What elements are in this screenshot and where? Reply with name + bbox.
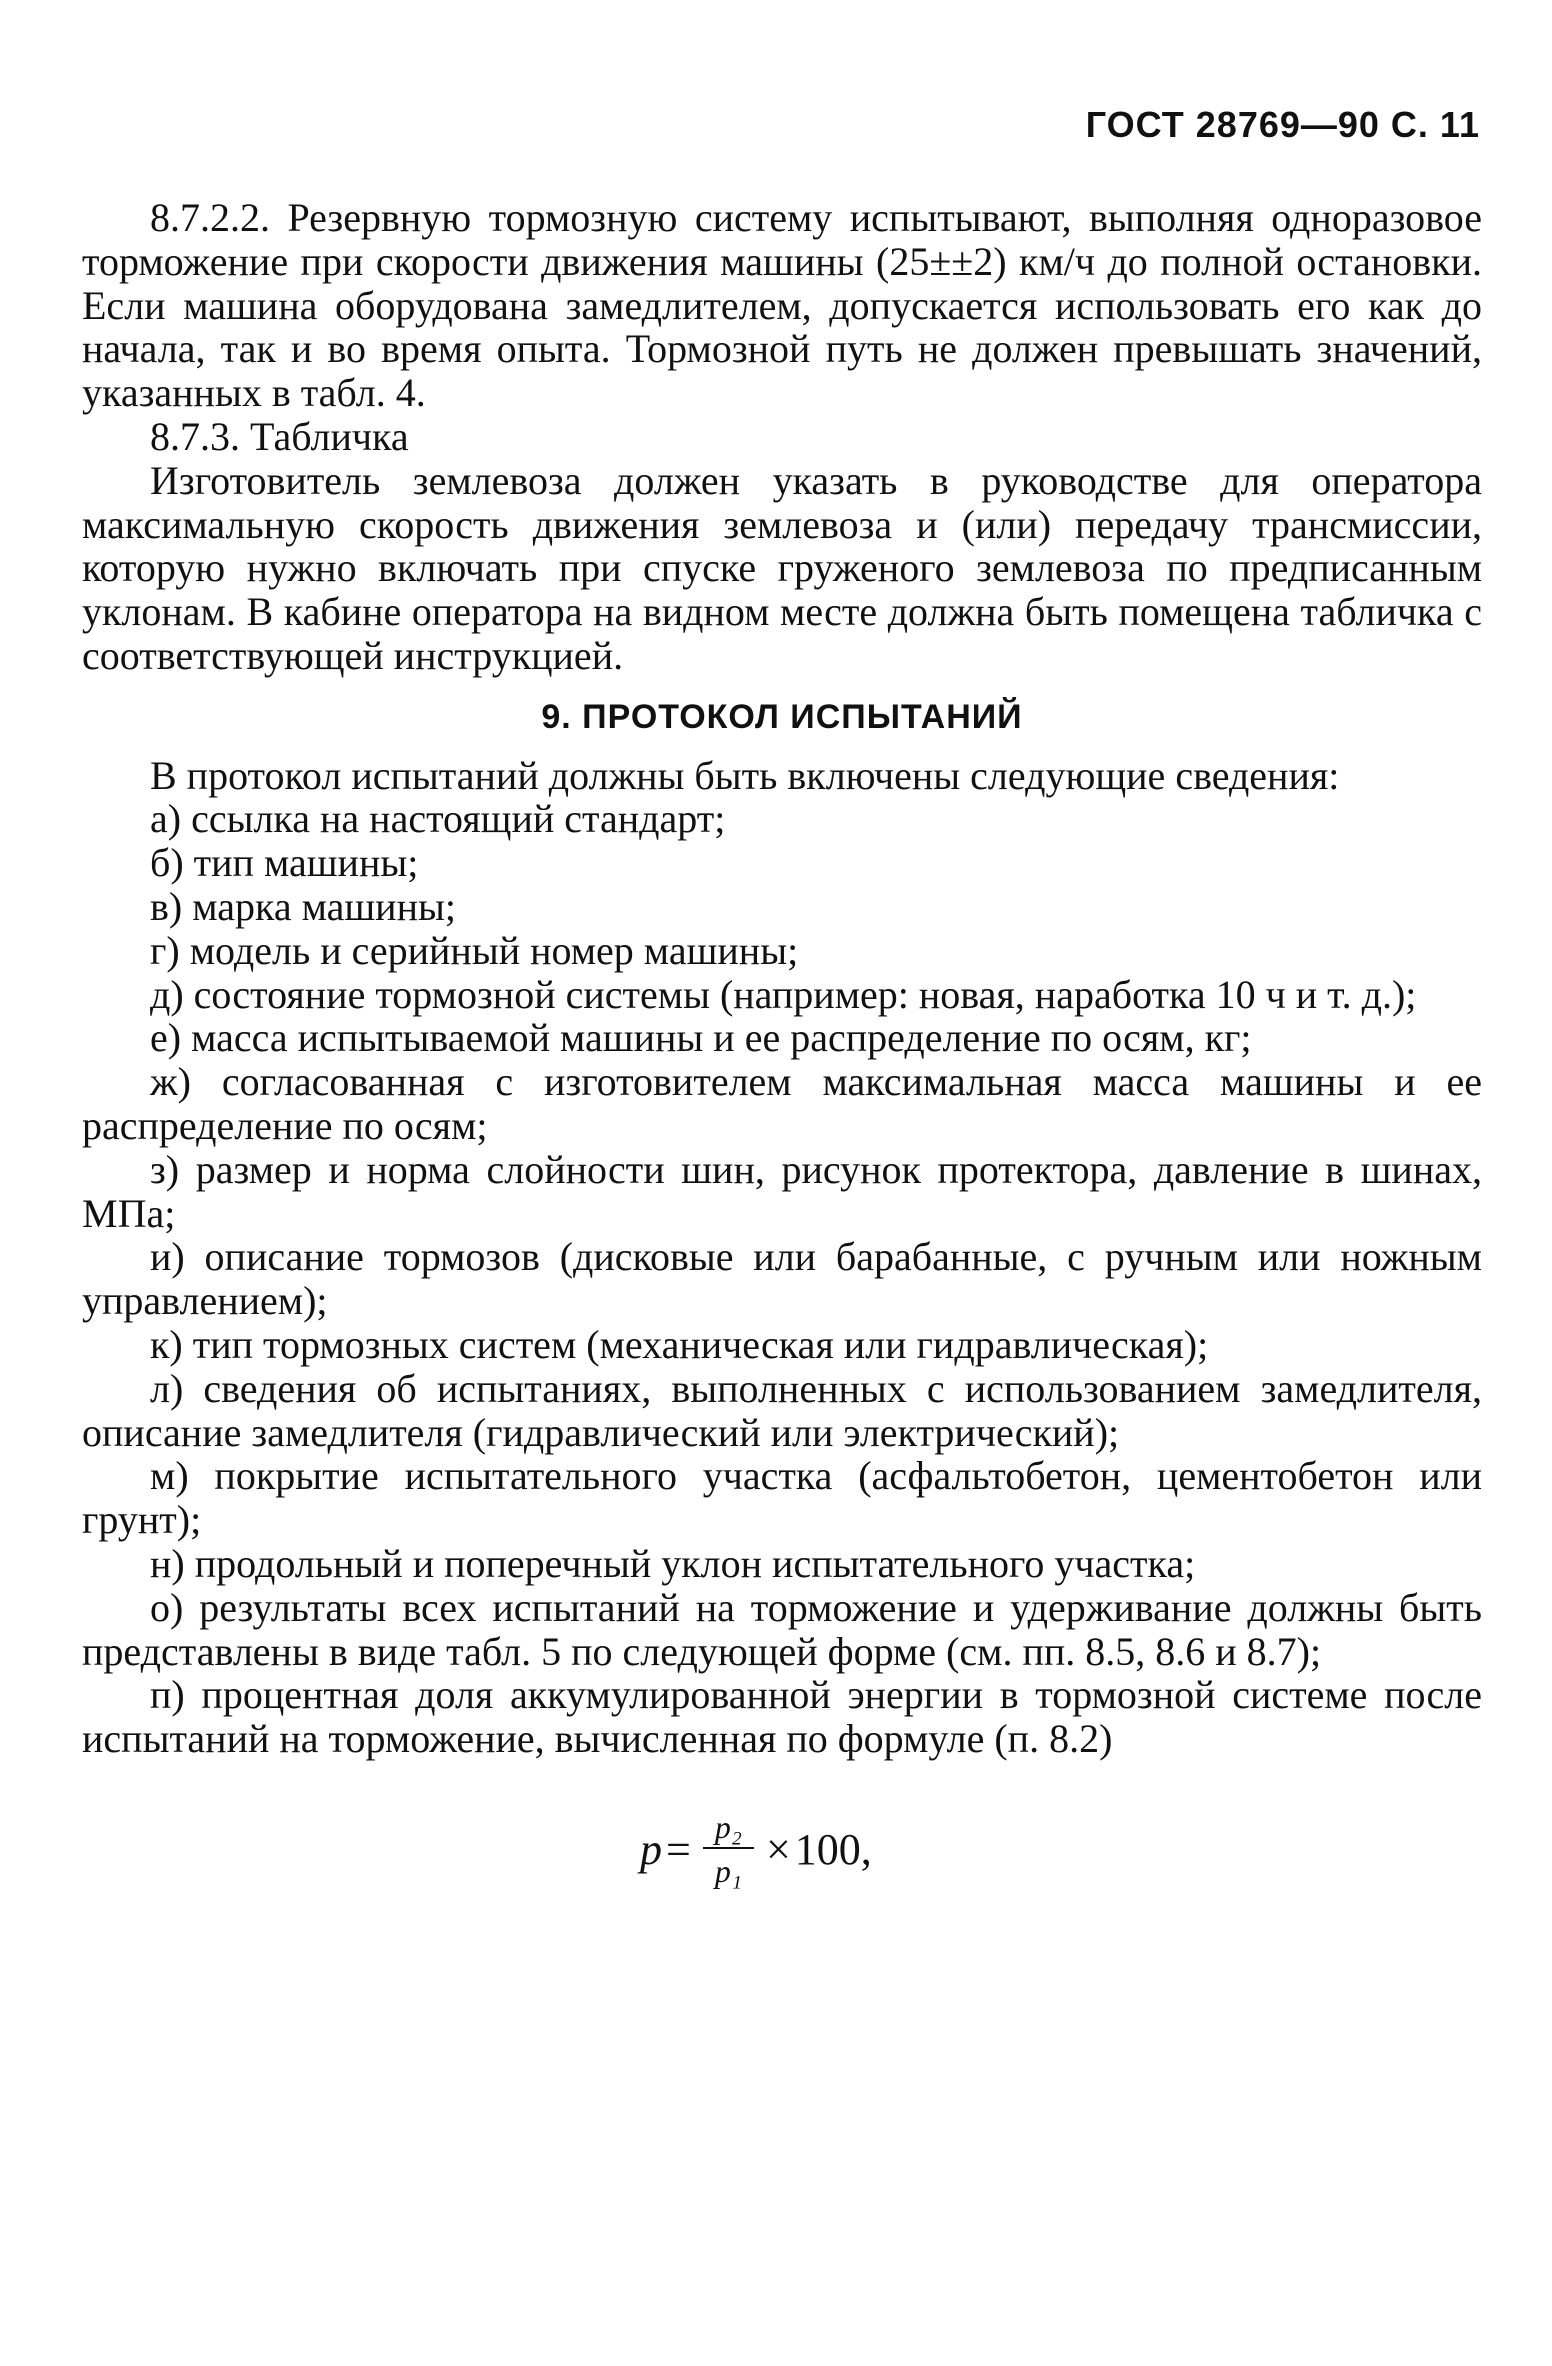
formula-times: × bbox=[765, 1824, 791, 1874]
list-item: е) масса испытываемой машины и ее распределение по осям, кг; bbox=[150, 1015, 1252, 1061]
list-item: м) покрытие испытательного участка (асфальтобетон, цементобетон или грунт); bbox=[82, 1453, 1482, 1543]
document-body bbox=[82, 196, 1482, 1891]
list-item: б) тип машины; bbox=[150, 840, 419, 886]
list-item: о) результаты всех испытаний на торможение и удерживание должны быть представлены в виде табл. 5 по следующей форме (см. пп. 8.5, 8.6 и 8.7); bbox=[82, 1584, 1482, 1674]
list-item: а) ссылка на настоящий стандарт; bbox=[150, 796, 726, 842]
list-item: г) модель и серийный номер машины; bbox=[150, 927, 799, 973]
section-intro: В протокол испытаний должны быть включены следующие сведения: bbox=[150, 752, 1340, 798]
formula-fraction bbox=[703, 1809, 754, 1891]
formula-factor: 100, bbox=[794, 1824, 872, 1874]
formula-lhs: p bbox=[640, 1824, 662, 1874]
formula-denominator: p₁ bbox=[714, 1852, 742, 1889]
list-item: ж) согласованная с изготовителем максимальная масса машины и ее распределение по осям; bbox=[82, 1059, 1482, 1148]
page-header: ГОСТ 28769—90 С. 11 bbox=[1085, 104, 1480, 145]
list-item: п) процентная доля аккумулированной энергии в тормозной системе после испытаний на торможение, вычисленная по формуле (п. 8.2) bbox=[82, 1672, 1482, 1762]
formula-equals: = bbox=[666, 1824, 691, 1874]
list-item: л) сведения об испытаниях, выполненных с использованием замедлителя, описание замедлителя (гидравлический или электрический); bbox=[82, 1365, 1482, 1455]
list-item: в) марка машины; bbox=[150, 883, 456, 929]
list-item: д) состояние тормозной системы (например: новая, наработка 10 ч и т. д.); bbox=[150, 971, 1417, 1017]
energy-formula bbox=[640, 1809, 1482, 1891]
formula-numerator: p₂ bbox=[703, 1809, 754, 1849]
list-item: к) тип тормозных систем (механическая или гидравлическая); bbox=[150, 1321, 1209, 1367]
list-item: и) описание тормозов (дисковые или барабанные, с ручным или ножным управлением); bbox=[82, 1234, 1482, 1324]
list-item: з) размер и норма слойности шин, рисунок протектора, давление в шинах, МПа; bbox=[82, 1146, 1482, 1236]
paragraph-8-7-2-2: 8.7.2.2. Резервную тормозную систему испытывают, выполняя одноразовое торможение при скорости движения машины (25±±2) км/ч до полной остановки. Если машина оборудована замедлителем, допускается использовать его как до начала, так и во время опыта. Тормозной путь не должен превышать значений, указанных в табл. 4. bbox=[82, 195, 1482, 416]
section-title: 9. ПРОТОКОЛ ИСПЫТАНИЙ bbox=[541, 697, 1023, 736]
list-item: н) продольный и поперечный уклон испытательного участка; bbox=[150, 1540, 1196, 1586]
paragraph-8-7-3-body: Изготовитель землевоза должен указать в руководстве для оператора максимальную скорость движения землевоза и (или) передачу трансмиссии, которую нужно включать при спуске груженого землевоза по предписанным уклонам. В кабине оператора на видном месте должна быть помещена табличка с соответствующей инструкцией. bbox=[82, 457, 1482, 678]
paragraph-8-7-3-title: 8.7.3. Табличка bbox=[150, 413, 409, 459]
